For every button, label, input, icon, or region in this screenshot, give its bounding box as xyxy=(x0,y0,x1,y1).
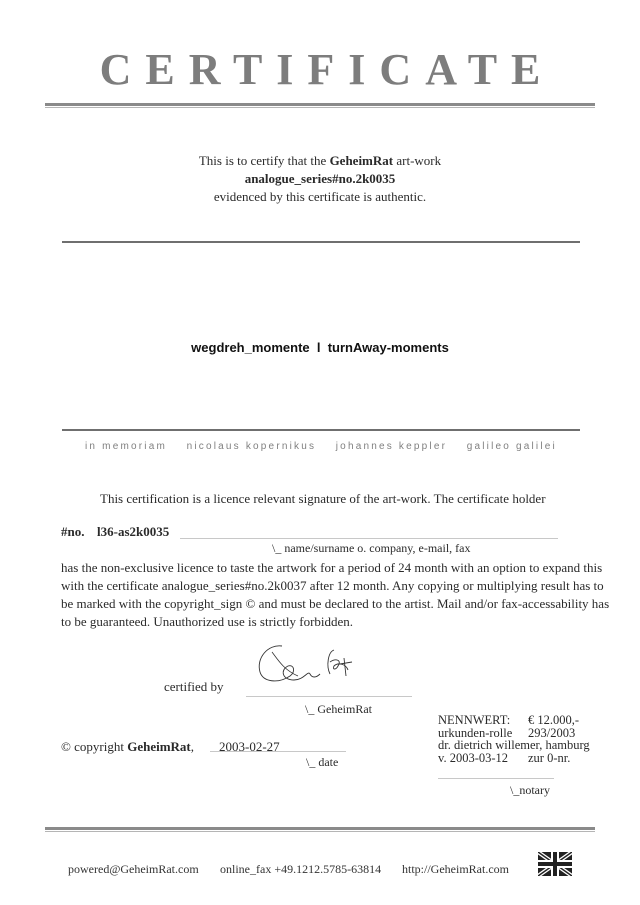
title-divider xyxy=(45,103,595,108)
licence-line: to be guaranteed. Unauthorized use is strictly forbidden. xyxy=(61,614,354,629)
notary-row xyxy=(438,752,590,765)
date-line xyxy=(210,751,346,753)
artwork-title: wegdreh_momente l turnAway-moments xyxy=(191,340,449,355)
memoriam-label: in memoriam xyxy=(85,441,167,452)
certificate-title: CERTIFICATE xyxy=(99,45,555,94)
footer-url[interactable]: http://GeheimRat.com xyxy=(402,862,509,876)
notary-row xyxy=(438,714,590,727)
intro-series: analogue_series#no.2k0035 xyxy=(244,171,396,186)
notary-value: € 12.000,- xyxy=(528,713,580,727)
intro-line-1 xyxy=(0,152,640,170)
notary-key: dr. dietrich willemer, hamburg xyxy=(438,738,590,752)
licence-text xyxy=(61,559,621,631)
intro-line-1-prefix: This is to certify that the xyxy=(198,153,330,168)
copyright-prefix: © copyright xyxy=(61,739,128,754)
memoriam-name: galileo galilei xyxy=(466,441,557,452)
notary-key: v. 2003-03-12 xyxy=(438,750,509,765)
artwork-divider xyxy=(62,429,580,431)
signature-image xyxy=(250,640,360,690)
holder-field-caption: \_ name/surname o. company, e-mail, fax xyxy=(272,541,471,555)
date-value: 2003-02-27 xyxy=(219,739,280,754)
certified-by-label: certified by xyxy=(164,679,224,694)
copyright-line xyxy=(61,738,194,756)
licence-intro: This certification is a licence relevant signature of the art-work. The certificate holder xyxy=(100,491,546,506)
signature-caption: \_ GeheimRat xyxy=(305,702,372,716)
notary-row xyxy=(438,739,590,752)
intro-brand: GeheimRat xyxy=(329,153,394,168)
footer-divider xyxy=(45,827,595,832)
memoriam-name: johannes keppler xyxy=(335,441,448,452)
union-jack-icon xyxy=(538,852,572,876)
intro-divider xyxy=(62,241,580,243)
date-caption: \_ date xyxy=(306,755,339,769)
footer-fax: online_fax +49.1212.5785-63814 xyxy=(220,862,382,876)
notary-caption: \_notary xyxy=(510,783,550,797)
copyright-suffix: , xyxy=(190,739,194,754)
signature-line xyxy=(246,696,412,698)
certificate-number-value: l36-as2k0035 xyxy=(97,524,170,539)
licence-line: has the non-exclusive licence to taste the artwork for a period of 24 month with an option to expand this xyxy=(61,560,603,575)
licence-line: with the certificate analogue_series#no.2k0037 after 12 month. Any copying or multiplying result has to xyxy=(61,578,604,593)
intro-text xyxy=(0,152,640,206)
memoriam-line xyxy=(85,441,557,452)
copyright-brand: GeheimRat xyxy=(127,739,191,754)
holder-name-field[interactable] xyxy=(180,538,558,540)
notary-value: zur 0-nr. xyxy=(528,750,571,765)
footer-email[interactable]: powered@GeheimRat.com xyxy=(68,862,199,876)
intro-line-1-suffix: art-work xyxy=(393,153,442,168)
notary-value: 293/2003 xyxy=(528,725,576,740)
notary-block xyxy=(438,714,618,764)
notary-line xyxy=(438,778,554,780)
notary-key: NENNWERT: xyxy=(438,713,511,727)
licence-line: be marked with the copyright_sign © and must be declared to the artist. Mail and/or fax-accessability has xyxy=(61,596,610,611)
notary-key: urkunden-rolle xyxy=(438,725,513,740)
certificate-number-label: #no. xyxy=(61,524,85,539)
memoriam-name: nicolaus kopernikus xyxy=(186,441,317,452)
intro-line-3: evidenced by this certificate is authentic. xyxy=(213,189,427,204)
